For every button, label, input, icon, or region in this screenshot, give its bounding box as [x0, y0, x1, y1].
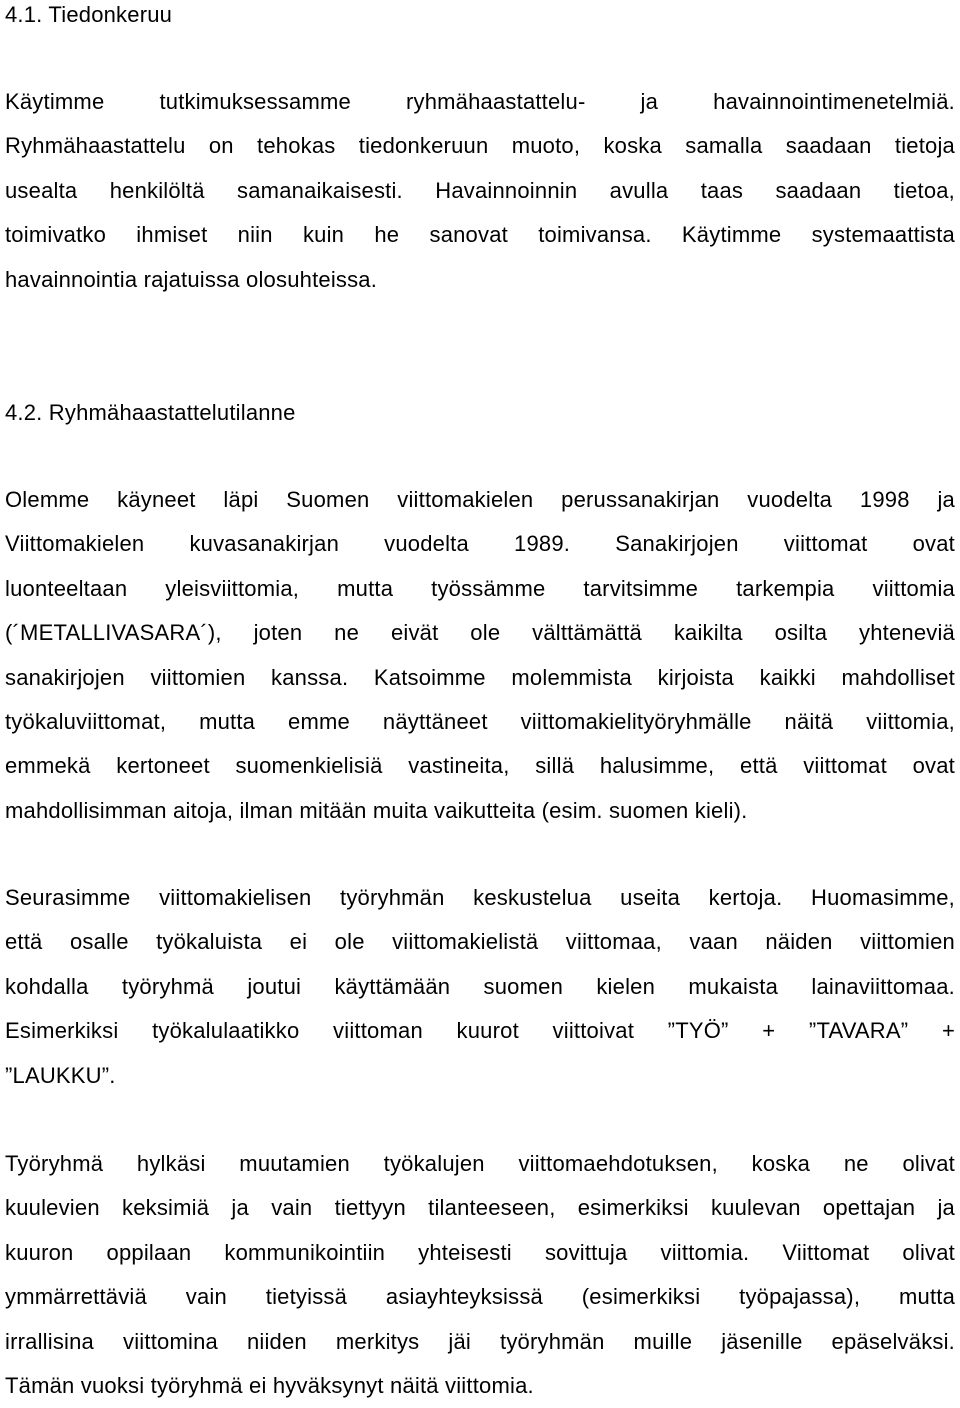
text-line: luonteeltaan yleisviittomia, mutta työssämme tarvitsimme tarkempia viittomia	[5, 575, 955, 601]
text-line: että osalle työkaluista ei ole viittomakielistä viittomaa, vaan näiden viittomien	[5, 929, 955, 955]
text-line: Työryhmä hylkäsi muutamien työkalujen viittomaehdotuksen, koska ne olivat	[5, 1151, 955, 1176]
text-line: Käytimme tutkimuksessamme ryhmähaastattelu- ja havainnointimenetelmiä.	[5, 89, 955, 114]
text-line: Tämän vuoksi työryhmä ei hyväksynyt näitä viittomia.	[5, 1373, 534, 1399]
text-line: kuulevien keksimiä ja vain tiettyyn tilanteeseen, esimerkiksi kuulevan opettajan ja	[5, 1195, 955, 1221]
text-line: toimivatko ihmiset niin kuin he sanovat toimivansa. Käytimme systemaattista	[5, 222, 955, 248]
text-line: Viittomakielen kuvasanakirjan vuodelta 1989. Sanakirjojen viittomat ovat	[5, 531, 955, 557]
text-line: emmekä kertoneet suomenkielisiä vastineita, sillä halusimme, että viittomat ovat	[5, 753, 955, 779]
text-line: kuuron oppilaan kommunikointiin yhteisesti sovittuja viittomia. Viittomat olivat	[5, 1239, 955, 1265]
text-line: (´METALLIVASARA´), joten ne eivät ole välttämättä kaikilta osilta yhteneviä	[5, 620, 955, 646]
paragraph-tiedonkeruu	[5, 80, 955, 302]
text-line: kohdalla työryhmä joutui käyttämään suomen kielen mukaista lainaviittomaa.	[5, 973, 955, 999]
text-line: irrallisina viittomina niiden merkitys jäi työryhmän muille jäsenille epäselväksi.	[5, 1328, 955, 1354]
text-line: Esimerkiksi työkalulaatikko viittoman kuurot viittoivat ”TYÖ” + ”TAVARA” +	[5, 1018, 955, 1044]
paragraph-hylkays	[5, 1142, 955, 1408]
text-line: ”LAUKKU”.	[5, 1062, 116, 1088]
section-heading-4-1: 4.1. Tiedonkeruu	[5, 2, 173, 27]
paragraph-keskustelu	[5, 876, 955, 1098]
paragraph-sanakirjat	[5, 478, 955, 833]
section-heading-4-2: 4.2. Ryhmähaastattelutilanne	[5, 400, 296, 425]
text-line: Olemme käyneet läpi Suomen viittomakielen perussanakirjan vuodelta 1998 ja	[5, 487, 955, 512]
text-line: työkaluviittomat, mutta emme näyttäneet viittomakielityöryhmälle näitä viittomia,	[5, 709, 955, 735]
text-line: ymmärrettäviä vain tietyissä asiayhteyksissä (esimerkiksi työpajassa), mutta	[5, 1284, 955, 1310]
text-line: mahdollisimman aitoja, ilman mitään muita vaikutteita (esim. suomen kieli).	[5, 797, 748, 823]
text-line: Seurasimme viittomakielisen työryhmän keskustelua useita kertoja. Huomasimme,	[5, 885, 955, 910]
text-line: sanakirjojen viittomien kanssa. Katsoimme molemmista kirjoista kaikki mahdolliset	[5, 664, 955, 690]
text-line: havainnointia rajatuissa olosuhteissa.	[5, 266, 378, 292]
text-line: usealta henkilöltä samanaikaisesti. Havainnoinnin avulla taas saadaan tietoa,	[5, 177, 955, 203]
text-line: Ryhmähaastattelu on tehokas tiedonkeruun muoto, koska samalla saadaan tietoja	[5, 133, 955, 159]
